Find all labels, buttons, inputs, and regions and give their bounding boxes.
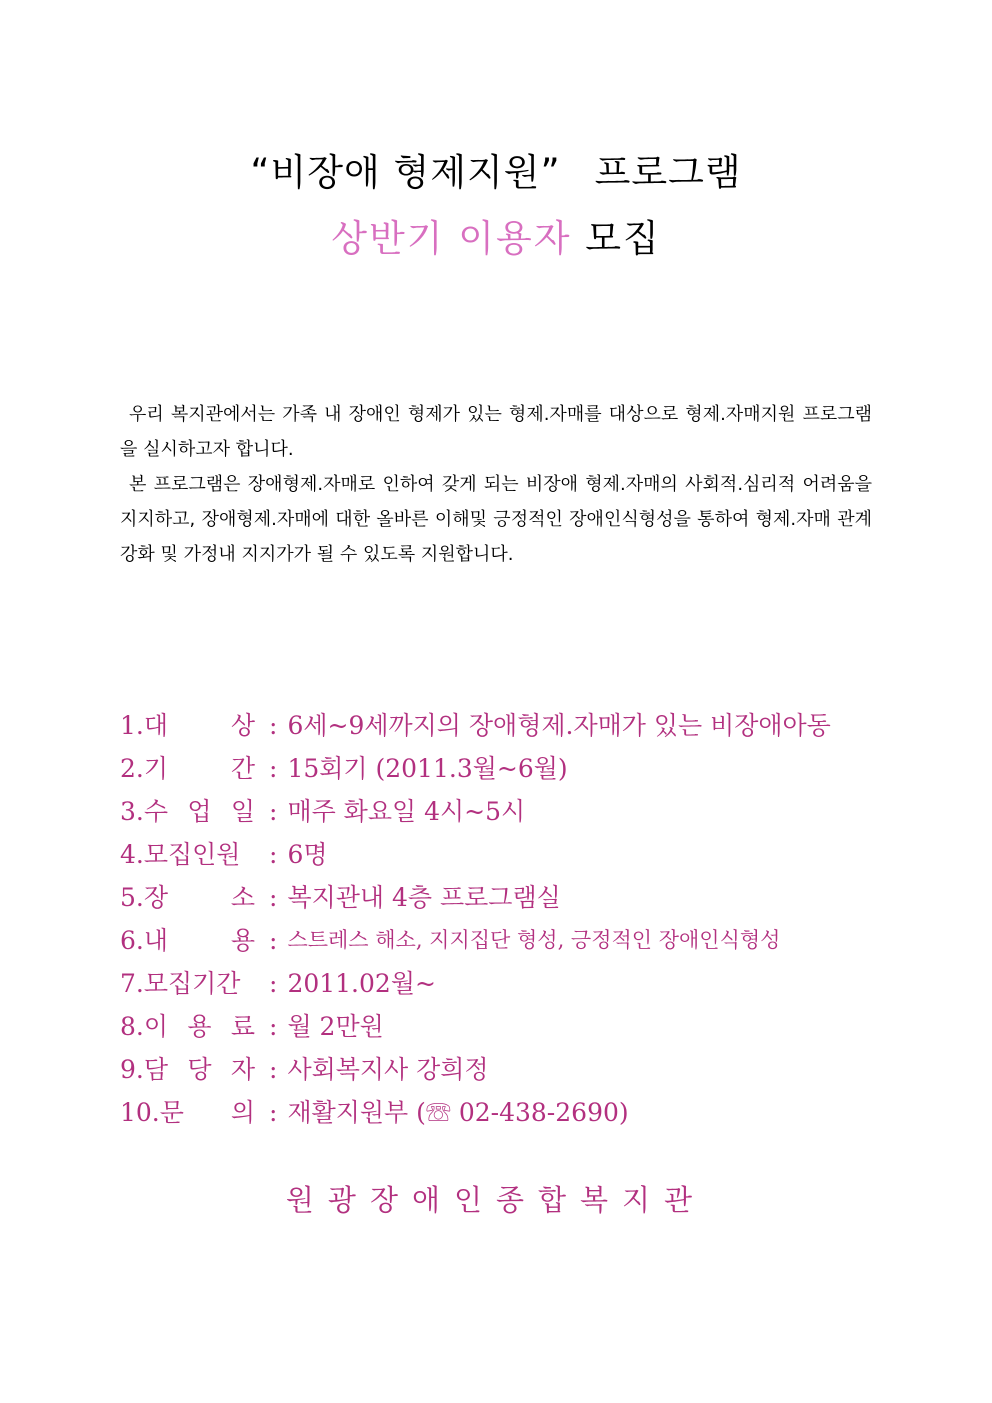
detail-capacity xyxy=(120,833,831,876)
detail-label: 4.모집인원 xyxy=(120,840,241,869)
detail-label: 8.이 용 료 xyxy=(120,1012,255,1041)
organization-name: 원광장애인종합복지관 xyxy=(285,1183,707,1217)
detail-period xyxy=(120,747,831,790)
detail-label: 7.모집기간 xyxy=(120,969,241,998)
detail-value: 6세~9세까지의 장애형제.자매가 있는 비장애아동 xyxy=(287,711,831,740)
page-subtitle xyxy=(0,208,992,262)
detail-value: 스트레스 해소, 지지집단 형성, 긍정적인 장애인식형성 xyxy=(287,928,781,952)
intro-paragraph-2: 본 프로그램은 장애형제.자매로 인하여 갖게 되는 비장애 형제.자매의 사회적.심리적 어려움을 지지하고, 장애형제.자매에 대한 올바른 이해및 긍정적인 장애인식형성을 통하여 형제.자매 관계 강화 및 가정내 지지가가 될 수 있도록 지원합니다. xyxy=(120,474,872,565)
detail-separator: : xyxy=(269,840,278,869)
detail-label: 5.장 소 xyxy=(120,883,255,912)
detail-separator: : xyxy=(269,754,278,783)
detail-separator: : xyxy=(269,1055,278,1084)
intro-paragraph-1: 우리 복지관에서는 가족 내 장애인 형제가 있는 형제.자매를 대상으로 형제.자매지원 프로그램을 실시하고자 합니다. xyxy=(120,404,872,460)
detail-label: 9.담 당 자 xyxy=(120,1055,255,1084)
detail-value: 재활지원부 (☏ 02-438-2690) xyxy=(287,1098,629,1127)
detail-separator: : xyxy=(269,969,278,998)
detail-fee xyxy=(120,1005,831,1048)
detail-label: 1.대 상 xyxy=(120,711,255,740)
detail-manager xyxy=(120,1048,831,1091)
program-details-list xyxy=(120,704,831,1134)
detail-value: 2011.02월~ xyxy=(287,969,436,998)
detail-separator: : xyxy=(269,883,278,912)
detail-value: 6명 xyxy=(287,840,328,869)
detail-value: 복지관내 4층 프로그램실 xyxy=(287,883,561,912)
detail-separator: : xyxy=(269,926,278,955)
detail-value: 사회복지사 강희정 xyxy=(287,1055,489,1084)
detail-target xyxy=(120,704,831,747)
program-name: “비장애 형제지원” xyxy=(250,151,561,194)
detail-label: 2.기 간 xyxy=(120,754,255,783)
program-label: 프로그램 xyxy=(594,151,742,194)
detail-label: 3.수 업 일 xyxy=(120,797,255,826)
detail-separator: : xyxy=(269,711,278,740)
detail-separator: : xyxy=(269,797,278,826)
detail-value: 월 2만원 xyxy=(287,1012,384,1041)
detail-value: 매주 화요일 4시~5시 xyxy=(287,797,526,826)
detail-label: 6.내 용 xyxy=(120,926,255,955)
detail-separator: : xyxy=(269,1098,278,1127)
detail-location xyxy=(120,876,831,919)
detail-label: 10.문 의 xyxy=(120,1098,255,1127)
detail-separator: : xyxy=(269,1012,278,1041)
subtitle-recruit: 모집 xyxy=(585,217,661,260)
intro-text xyxy=(120,397,872,572)
detail-content xyxy=(120,919,831,962)
detail-recruit-period xyxy=(120,962,831,1005)
detail-value: 15회기 (2011.3월~6월) xyxy=(287,754,568,783)
page-title xyxy=(0,142,992,196)
detail-contact xyxy=(120,1091,831,1134)
detail-class-day xyxy=(120,790,831,833)
subtitle-highlight: 상반기 이용자 xyxy=(331,217,572,260)
